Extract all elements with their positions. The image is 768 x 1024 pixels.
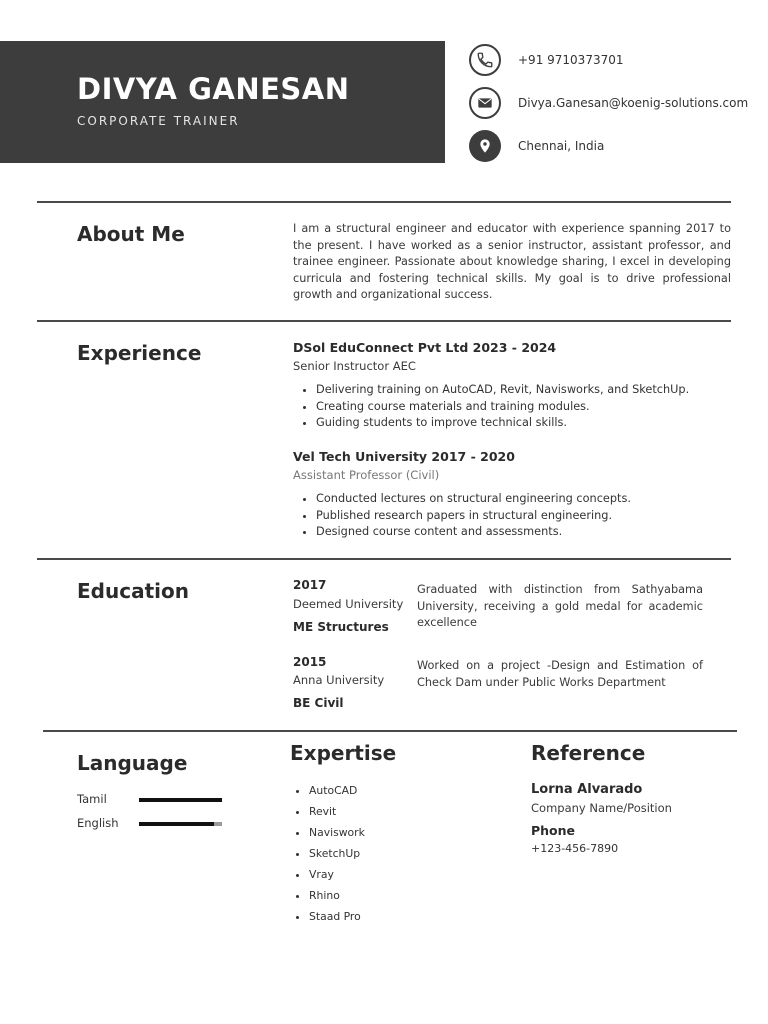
mail-icon <box>469 87 501 119</box>
job-company-title: DSol EduConnect Pvt Ltd 2023 - 2024 <box>293 340 557 355</box>
education-school: Anna University <box>293 673 385 687</box>
language-level-fill <box>139 822 214 826</box>
education-description: Graduated with distinction from Sathyabama University, receiving a gold medal for academic excellence <box>417 583 703 630</box>
section-divider <box>37 201 731 203</box>
education-school: Deemed University <box>293 597 404 611</box>
contact-email <box>469 87 748 119</box>
reference-company: Company Name/Position <box>531 801 672 815</box>
person-name: DIVYA GANESAN <box>77 72 350 106</box>
reference-name: Lorna Alvarado <box>531 782 643 797</box>
language-level-bar <box>139 798 222 802</box>
list-item: • SketchUp <box>309 843 365 864</box>
list-item: • Naviswork <box>309 822 365 843</box>
education-degree: ME Structures <box>293 620 389 634</box>
about-text: I am a structural engineer and educator with experience spanning 2017 to the present. I have worked as a senior instructor, assistant professor, and trainee engineer. Passionate about knowledge sharing, I excel in developing curricula and fostering technical skills. My goal is to drive professional growth and organizational success. <box>293 222 731 302</box>
education-degree: BE Civil <box>293 696 344 710</box>
list-item: • Guiding students to improve technical skills. <box>316 415 689 432</box>
education-heading: Education <box>77 579 189 603</box>
list-item: • Delivering training on AutoCAD, Revit, Navisworks, and SketchUp. <box>316 382 689 399</box>
email-address: Divya.Ganesan@koenig-solutions.com <box>518 96 749 110</box>
list-item: • Published research papers in structural engineering. <box>316 508 631 525</box>
education-year: 2017 <box>293 578 327 592</box>
phone-number: +91 9710373701 <box>518 53 624 67</box>
job-bullets <box>316 382 689 432</box>
list-item: • Revit <box>309 801 365 822</box>
experience-heading: Experience <box>77 341 202 365</box>
language-heading: Language <box>77 751 188 775</box>
list-item: • Designed course content and assessments. <box>316 524 631 541</box>
education-description: Worked on a project -Design and Estimation of Check Dam under Public Works Department <box>417 659 703 689</box>
job-bullets <box>316 491 631 541</box>
expertise-heading: Expertise <box>290 741 397 765</box>
section-divider <box>43 730 737 732</box>
language-name: English <box>77 816 119 830</box>
job-company-title: Vel Tech University 2017 - 2020 <box>293 449 515 464</box>
list-item: • AutoCAD <box>309 780 365 801</box>
list-item: • Staad Pro <box>309 906 365 927</box>
list-item: • Creating course materials and training modules. <box>316 399 689 416</box>
reference-phone: +123-456-7890 <box>531 842 619 855</box>
phone-icon <box>469 44 501 76</box>
about-heading: About Me <box>77 222 185 246</box>
language-level-fill <box>139 798 222 802</box>
reference-phone-label: Phone <box>531 823 576 838</box>
section-divider <box>37 320 731 322</box>
list-item: • Vray <box>309 864 365 885</box>
section-divider <box>37 558 731 560</box>
contact-location <box>469 130 604 162</box>
language-name: Tamil <box>77 792 107 806</box>
list-item: • Rhino <box>309 885 365 906</box>
job-title: CORPORATE TRAINER <box>77 114 240 128</box>
job-role: Assistant Professor (Civil) <box>293 468 440 482</box>
location-text: Chennai, India <box>518 139 605 153</box>
language-level-bar <box>139 822 222 826</box>
job-role: Senior Instructor AEC <box>293 359 416 373</box>
expertise-list <box>309 780 365 927</box>
location-pin-icon <box>469 130 501 162</box>
education-year: 2015 <box>293 655 327 669</box>
contact-phone <box>469 44 624 76</box>
list-item: • Conducted lectures on structural engineering concepts. <box>316 491 631 508</box>
reference-heading: Reference <box>531 741 646 765</box>
